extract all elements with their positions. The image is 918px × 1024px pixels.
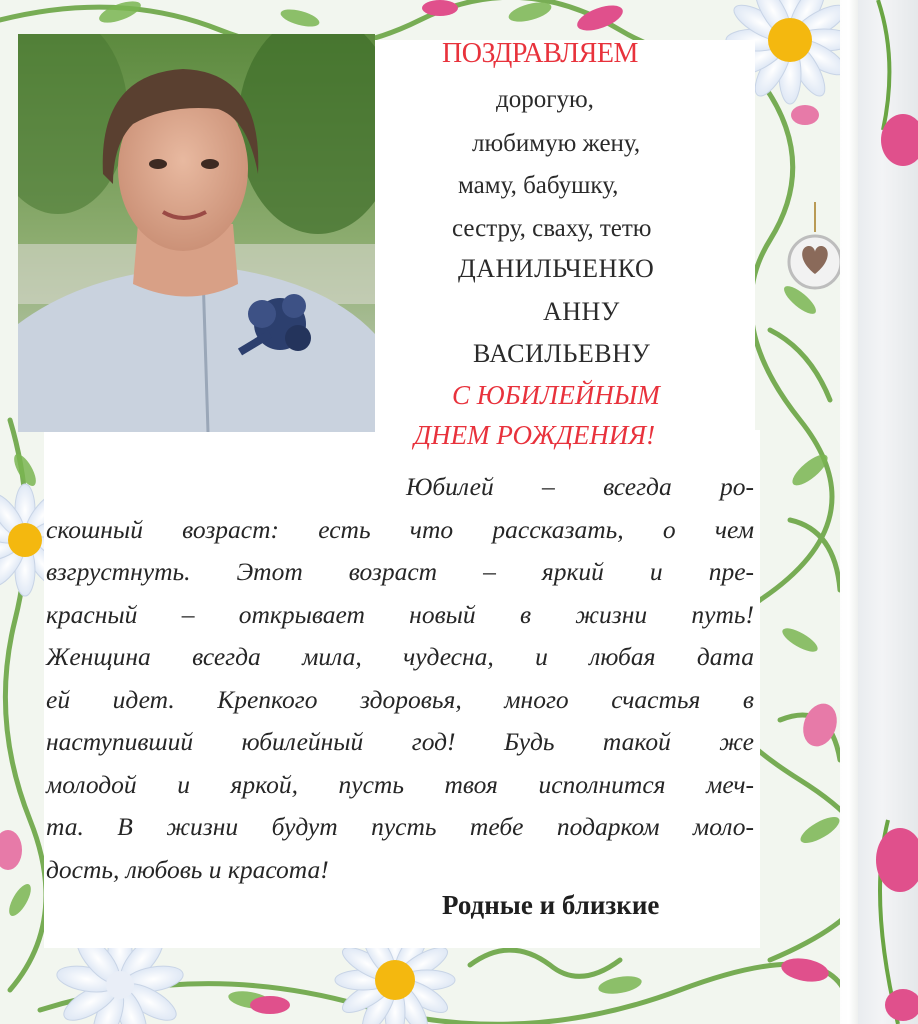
photo-of-woman bbox=[18, 34, 375, 432]
signature: Родные и близкие bbox=[442, 890, 660, 920]
portrait-illustration bbox=[18, 34, 375, 432]
occasion-line-1: С ЮБИЛЕЙНЫМ bbox=[452, 380, 660, 410]
poem-line: скошный возраст: есть что рассказать, о чем bbox=[46, 514, 754, 544]
greeting-line: дорогую, bbox=[496, 86, 594, 113]
adjacent-page-flowers bbox=[858, 0, 918, 1024]
greeting-line: сестру, сваху, тетю bbox=[452, 215, 652, 242]
poem-line: Юбилей – всегда ро- bbox=[406, 472, 754, 501]
poem-line: ей идет. Крепкого здоровья, много счастья в bbox=[46, 684, 754, 714]
headline-congratulate: ПОЗДРАВЛЯЕМ bbox=[442, 38, 638, 69]
recipient-first-name: АННУ bbox=[543, 297, 620, 326]
recipient-surname: ДАНИЛЬЧЕНКО bbox=[458, 254, 655, 283]
poem-line: Женщина всегда мила, чудесна, и любая дата bbox=[46, 642, 754, 671]
page-gutter bbox=[840, 0, 858, 1024]
greeting-line: маму, бабушку, bbox=[458, 172, 619, 199]
greeting-line: любимую жену, bbox=[472, 130, 641, 157]
poem-line: та. В жизни будут пусть тебе подарком моло- bbox=[46, 812, 754, 841]
occasion-line-2: ДНЕМ РОЖДЕНИЯ! bbox=[414, 420, 656, 450]
poem-text bbox=[46, 466, 754, 891]
poem-line: дость, любовь и красота! bbox=[46, 854, 329, 884]
recipient-patronymic: ВАСИЛЬЕВНУ bbox=[473, 339, 651, 368]
poem-line: молодой и яркой, пусть твоя исполнится меч- bbox=[46, 769, 754, 799]
poem-line: наступивший юбилейный год! Будь такой же bbox=[46, 727, 754, 756]
poem-line: красный – открывает новый в жизни путь! bbox=[46, 599, 754, 629]
poem-line: взгрустнуть. Этот возраст – яркий и пре- bbox=[46, 557, 754, 586]
